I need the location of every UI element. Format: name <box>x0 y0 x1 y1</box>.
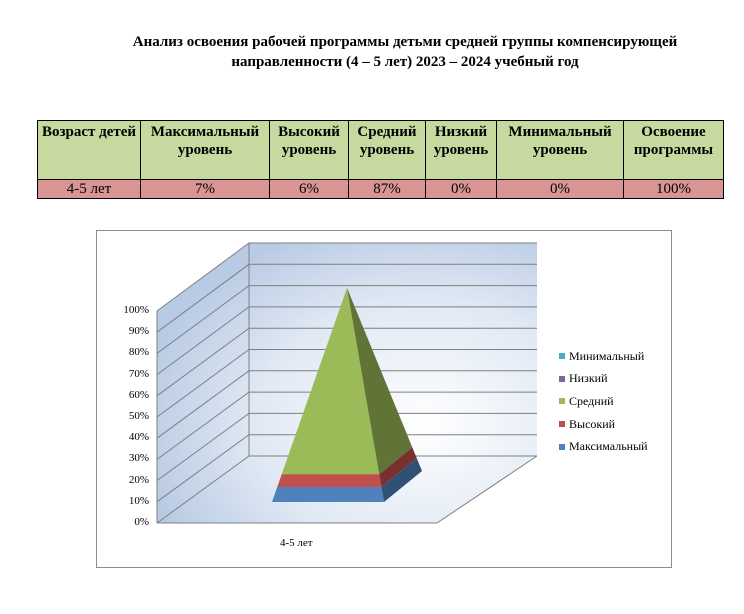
legend-swatch-medium <box>559 398 565 404</box>
legend-swatch-low <box>559 376 565 382</box>
y-tick-label: 90% <box>128 325 149 338</box>
pyramid-chart <box>96 230 672 568</box>
cell-mastery: 100% <box>624 180 724 199</box>
legend-swatch-minimal <box>559 353 565 359</box>
legend-swatch-high <box>559 421 565 427</box>
y-tick-label: 0% <box>134 516 149 528</box>
header-minimal: Минимальный уровень <box>497 121 624 180</box>
table-row <box>38 180 724 199</box>
y-tick-label: 30% <box>128 452 149 465</box>
title-line-1: Анализ освоения рабочей программы детьми средней группы компенсирующей <box>132 34 678 50</box>
header-age: Возраст детей <box>38 121 141 180</box>
cell-medium: 87% <box>349 180 426 199</box>
cell-maximal: 7% <box>141 180 270 199</box>
header-low: Низкий уровень <box>426 121 497 180</box>
legend-item-maximal <box>559 435 648 458</box>
cell-minimal: 0% <box>497 180 624 199</box>
legend-label: Средний <box>569 393 614 408</box>
legend-item-medium <box>559 390 648 413</box>
results-table <box>37 120 724 199</box>
header-high: Высокий уровень <box>270 121 349 180</box>
x-tick-label: 4-5 лет <box>280 537 313 549</box>
cell-age: 4-5 лет <box>38 180 141 199</box>
legend-label: Минимальный <box>569 348 645 363</box>
legend-item-minimal <box>559 345 648 368</box>
pyramid-segment-front <box>272 487 384 502</box>
chart-legend <box>559 345 648 458</box>
header-mastery: Освоение программы <box>624 121 724 180</box>
y-tick-label: 40% <box>128 431 149 444</box>
y-tick-label: 10% <box>128 494 149 507</box>
page-title <box>60 32 744 72</box>
cell-high: 6% <box>270 180 349 199</box>
legend-label: Высокий <box>569 416 616 431</box>
title-line-2: направленности (4 – 5 лет) 2023 – 2024 учебный год <box>231 54 579 70</box>
cell-low: 0% <box>426 180 497 199</box>
legend-item-low <box>559 368 648 391</box>
table-header-row <box>38 121 724 180</box>
pyramid-segment-front <box>277 474 381 487</box>
header-maximal: Максимальный уровень <box>141 121 270 180</box>
legend-swatch-maximal <box>559 444 565 450</box>
legend-label: Низкий <box>569 371 608 386</box>
legend-item-high <box>559 413 648 436</box>
y-tick-label: 80% <box>128 346 149 359</box>
legend-label: Максимальный <box>569 439 648 454</box>
y-tick-label: 20% <box>128 473 149 486</box>
y-tick-label: 100% <box>123 304 149 316</box>
header-medium: Средний уровень <box>349 121 426 180</box>
y-tick-label: 60% <box>128 388 149 401</box>
y-tick-label: 70% <box>128 367 149 380</box>
y-tick-label: 50% <box>128 410 149 422</box>
